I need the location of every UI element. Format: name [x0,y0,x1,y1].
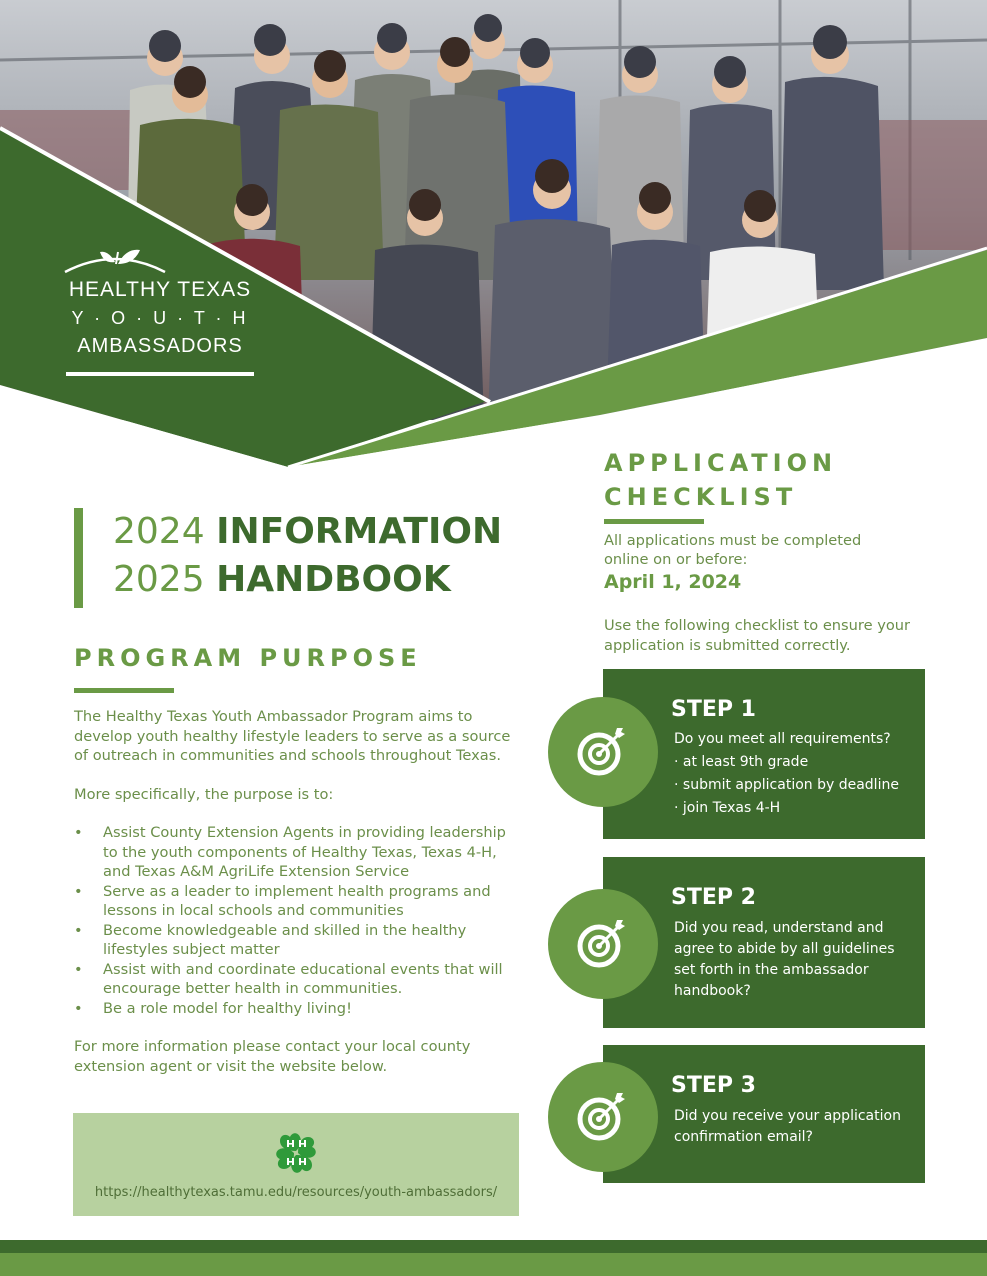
purpose-intro: The Healthy Texas Youth Ambassador Program aims to develop youth healthy lifestyle leaders to serve as a source of outreach in communities and schools throughout Texas. [74,708,511,764]
checklist-instructions: Use the following checklist to ensure your application is submitted correctly. [604,617,911,654]
step-1-text [674,729,914,819]
title-word-2: HANDBOOK [216,559,451,600]
title-word-1: INFORMATION [216,511,503,552]
purpose-bullet: • Assist with and coordinate educational events that will encourage better health in communities. [74,960,519,999]
purpose-bullet: • Be a role model for healthy living! [74,999,519,1019]
title-line-1 [113,508,502,556]
purpose-bullet: • Become knowledgeable and skilled in the healthy lifestyles subject matter [74,921,519,960]
footer-band-light [0,1253,987,1276]
purpose-lead: More specifically, the purpose is to: [74,785,334,803]
title-year-2: 2025 [113,559,205,600]
target-icon [573,722,633,782]
step-2-title: STEP 2 [671,885,756,910]
application-deadline: April 1, 2024 [604,571,742,593]
checklist-heading-rule [604,519,704,524]
step-1-badge [548,697,658,807]
logo-line-3: AMBASSADORS [77,335,243,357]
application-checklist-heading [604,446,837,514]
step-1-question: Do you meet all requirements? [674,731,891,747]
purpose-list [74,823,519,1018]
step-3-question: Did you receive your application confirmation email? [674,1108,901,1145]
step-1-item: · join Texas 4-H [674,800,781,816]
website-link[interactable]: https://healthytexas.tamu.edu/resources/youth-ambassadors/ [94,1185,498,1200]
checklist-heading-line-2: CHECKLIST [604,483,798,511]
logo-line-1: HEALTHY TEXAS [68,278,252,301]
purpose-contact: For more information please contact your local county extension agent or visit the website below. [74,1038,471,1075]
program-logo [60,242,260,376]
checklist-intro: All applications must be completed online on or before: [604,532,862,568]
hero-banner [0,0,987,470]
title-year-1: 2024 [113,511,205,552]
purpose-bullet: • Serve as a leader to implement health programs and lessons in local schools and communities [74,882,519,921]
purpose-bullet: • Assist County Extension Agents in providing leadership to the youth components of Healthy Texas, Texas 4-H, and Texas A&M AgriLife Extension Service [74,823,519,882]
logo-line-2: Y · O · U · T · H [71,308,249,328]
step-1-title: STEP 1 [671,697,756,722]
target-icon [573,914,633,974]
website-box [73,1113,519,1216]
group-photo [0,0,987,470]
apple-leaf-icon [60,242,170,276]
step-2-question: Did you read, understand and agree to abide by all guidelines set forth in the ambassador handbook? [674,920,895,999]
logo-underline [66,372,254,376]
program-purpose-body [74,707,519,1095]
purpose-heading-rule [74,688,174,693]
title-line-2 [113,556,502,604]
step-1-item: · submit application by deadline [674,777,899,793]
step-3-badge [548,1062,658,1172]
target-icon [573,1087,633,1147]
step-3-title: STEP 3 [671,1073,756,1098]
step-2-badge [548,889,658,999]
checklist-heading-line-1: APPLICATION [604,449,838,477]
footer-band-dark [0,1240,987,1253]
program-purpose-heading: PROGRAM PURPOSE [74,644,422,672]
document-title [74,508,502,608]
step-1-item: · at least 9th grade [674,754,809,770]
four-h-clover-icon [272,1129,320,1177]
